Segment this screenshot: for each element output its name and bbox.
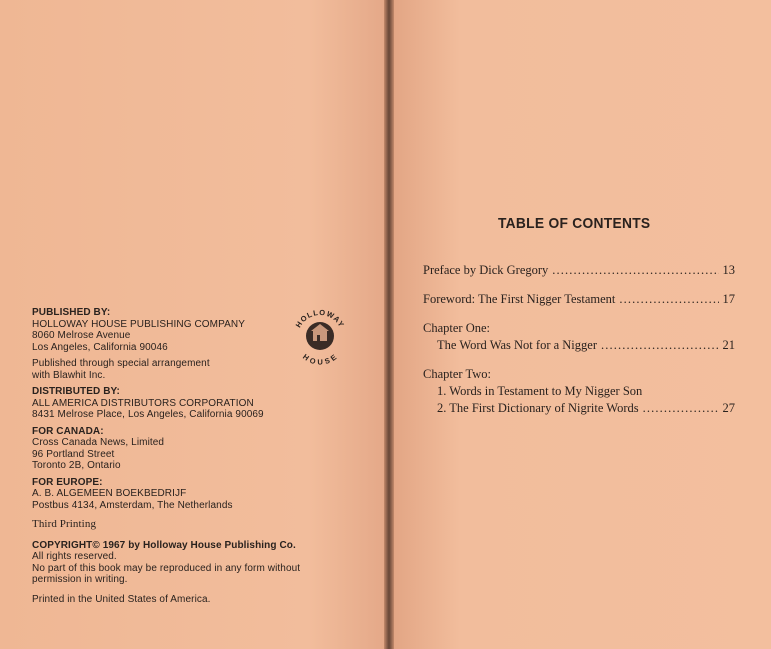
toc-title: TABLE OF CONTENTS <box>498 215 651 232</box>
published-by-heading: PUBLISHED BY: <box>32 307 111 318</box>
copyright-block <box>32 540 372 586</box>
table-of-contents <box>423 262 735 429</box>
canada-line-3: Toronto 2B, Ontario <box>32 460 121 471</box>
toc-leader-dots <box>619 291 718 308</box>
arrangement-line-1: Published through special arrangement <box>32 358 210 369</box>
toc-entry-label: Foreword: The First Nigger Testament <box>423 292 616 306</box>
printing-note: Third Printing <box>32 518 97 530</box>
copyright-line: COPYRIGHT© 1967 by Holloway House Publishing Co. <box>32 539 296 551</box>
notice-line-2: permission in writing. <box>32 574 128 585</box>
toc-entry-label: 2. The First Dictionary of Nigrite Words <box>437 401 639 415</box>
toc-entry-label: The Word Was Not for a Nigger <box>437 338 597 352</box>
canada-line-1: Cross Canada News, Limited <box>32 437 165 448</box>
distributor-name: ALL AMERICA DISTRIBUTORS CORPORATION <box>32 397 254 409</box>
book-gutter <box>384 0 394 649</box>
toc-page-number: 13 <box>722 263 735 277</box>
toc-page-number: 21 <box>722 338 735 352</box>
toc-sub-entry: 1. Words in Testament to My Nigger Son <box>437 384 643 398</box>
canada-block <box>32 426 372 472</box>
canada-heading: FOR CANADA: <box>32 425 104 437</box>
toc-entry-chapter-two <box>423 366 735 417</box>
arrangement-line-2: with Blawhit Inc. <box>32 369 106 381</box>
toc-entry-foreword <box>423 291 735 308</box>
distributed-by-block <box>32 386 372 421</box>
toc-page-number: 17 <box>722 292 735 306</box>
toc-page-number: 27 <box>722 401 735 415</box>
toc-leader-dots <box>601 337 719 354</box>
publisher-city: Los Angeles, California 90046 <box>32 341 168 353</box>
europe-block <box>32 477 372 512</box>
publisher-name: HOLLOWAY HOUSE PUBLISHING COMPANY <box>32 318 245 330</box>
toc-leader-dots <box>552 262 718 279</box>
europe-heading: FOR EUROPE: <box>32 476 103 488</box>
rights-line: All rights reserved. <box>32 551 117 562</box>
logo-top-text: HOLLOWAY <box>293 307 347 330</box>
publisher-street: 8060 Melrose Avenue <box>32 330 131 341</box>
holloway-house-logo <box>290 305 350 365</box>
toc-leader-dots <box>643 400 719 417</box>
toc-entry-label: Preface by Dick Gregory <box>423 263 549 277</box>
printed-in-line: Printed in the United States of America. <box>32 593 211 605</box>
toc-chapter-heading: Chapter Two: <box>423 367 491 381</box>
toc-entry-chapter-one <box>423 320 735 354</box>
svg-text:HOUSE <box>301 352 339 365</box>
distributor-address: 8431 Melrose Place, Los Angeles, California 90069 <box>32 409 264 420</box>
toc-chapter-heading: Chapter One: <box>423 321 490 335</box>
europe-line-1: A. B. ALGEMEEN BOEKBEDRIJF <box>32 488 187 499</box>
europe-line-2: Postbus 4134, Amsterdam, The Netherlands <box>32 499 233 511</box>
distributed-by-heading: DISTRIBUTED BY: <box>32 386 120 397</box>
canada-line-2: 96 Portland Street <box>32 448 115 460</box>
notice-line-1: No part of this book may be reproduced in any form without <box>32 562 301 574</box>
toc-entry-preface <box>423 262 735 279</box>
logo-bottom-text: HOUSE <box>301 352 339 365</box>
